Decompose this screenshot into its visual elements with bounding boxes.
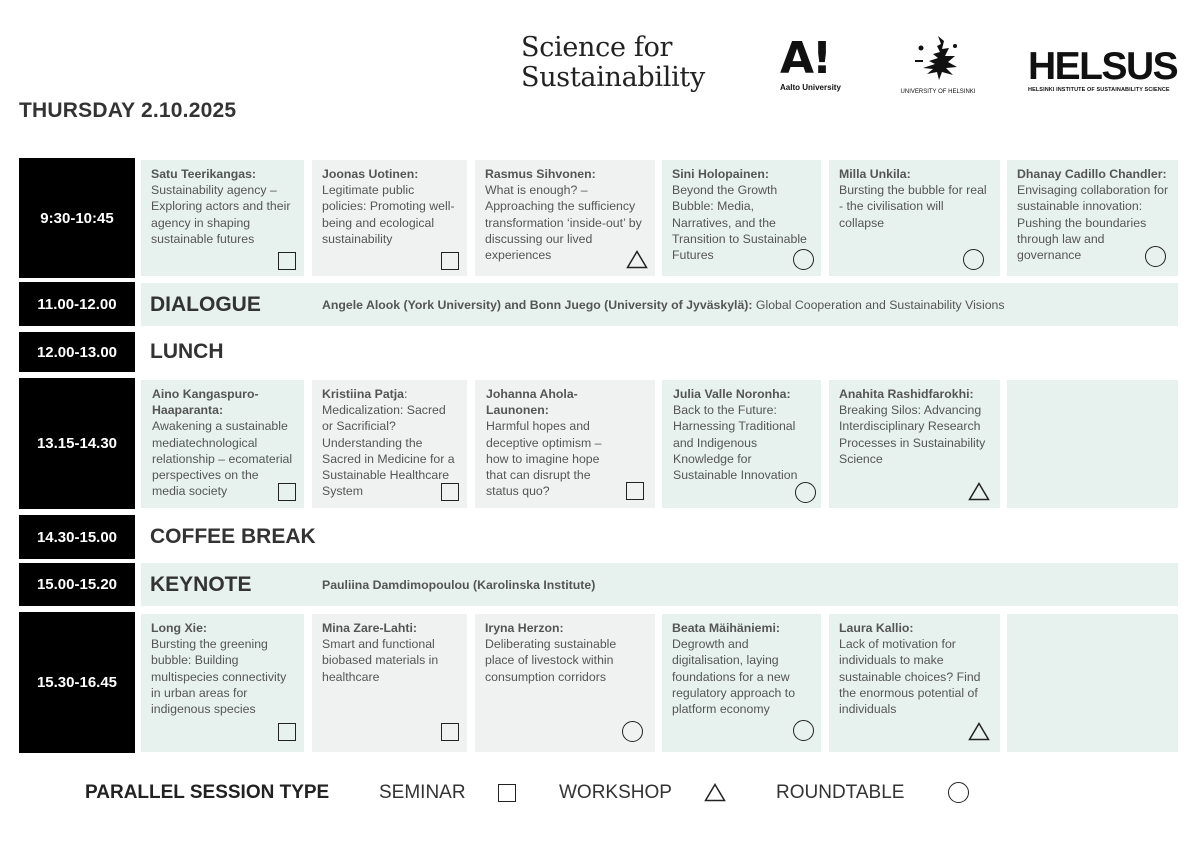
session-cell [312,380,467,508]
session-cell [312,160,467,276]
legend-workshop-label: WORKSHOP [559,782,672,803]
coffee-break-band [141,515,1178,559]
time-slot: 9:30-10:45 [19,158,135,278]
helsinki-seal-icon [911,34,965,82]
band-label: KEYNOTE [150,572,252,596]
roundtable-circle-icon [795,482,816,503]
session-cell [141,380,304,508]
session-author: Sini Holopainen: [672,167,770,181]
session-cell [475,614,655,752]
helsus-caption: HELSINKI INSTITUTE OF SUSTAINABILITY SCIENCE [1028,87,1170,93]
empty-session-cell [1007,380,1178,508]
session-title: Envisaging collaboration for sustainable innovation: Pushing the boundaries through law and governance [1017,183,1169,263]
session-cell [662,380,821,508]
time-slot: 13.15-14.30 [19,378,135,509]
aalto-university-logo [780,33,850,92]
session-title: Medicalization: Sacred or Sacrificial? Understanding the Sacred in Medicine for a Sustainable Healthcare System [322,403,455,499]
aalto-caption: Aalto University [780,83,841,92]
session-title: Harmful hopes and deceptive optimism – how to imagine hope that can disrupt the status quo? [486,419,602,499]
empty-session-cell [1007,614,1178,752]
seminar-square-icon [278,723,296,741]
author-suffix: : [404,387,408,401]
session-author: Dhanay Cadillo Chandler: [1017,167,1167,181]
session-cell [829,160,1000,276]
helsus-logo [1028,45,1178,93]
seminar-square-icon [441,723,459,741]
session-cell [475,160,655,276]
logo-line-1: Science for [521,32,673,63]
session-cell [829,614,1000,752]
workshop-triangle-icon [704,783,726,802]
session-author [322,386,458,402]
session-author: Johanna Ahola-Launonen: [486,387,578,418]
session-author: Julia Valle Noronha: [673,387,791,401]
roundtable-circle-icon [948,782,969,803]
session-author: Mina Zare-Lahti: [322,621,417,635]
speakers: Angele Alook (York University) and Bonn Juego (University of Jyväskylä): [322,297,753,312]
session-cell [662,160,821,276]
dialogue-band [141,283,1178,326]
session-author: Rasmus Sihvonen: [485,167,596,181]
session-title: Breaking Silos: Advancing Interdisciplinary Research Processes in Sustainability Science [839,403,986,466]
roundtable-circle-icon [1145,246,1166,267]
session-title: Smart and functional biobased materials in healthcare [322,637,439,684]
session-cell [141,614,304,752]
keynote-band [141,563,1178,606]
band-label: LUNCH [150,340,224,363]
author-name: Kristiina Patja [322,387,405,401]
session-cell [141,160,304,276]
seminar-square-icon [498,784,516,802]
workshop-triangle-icon [968,722,990,741]
seminar-square-icon [278,483,296,501]
university-of-helsinki-logo [900,34,976,95]
session-author: Laura Kallio: [839,621,914,635]
page-title: THURSDAY 2.10.2025 [19,99,237,122]
session-author: Beata Mäihäniemi: [672,621,780,635]
uh-caption: UNIVERSITY OF HELSINKI [900,89,976,95]
seminar-square-icon [626,482,644,500]
session-author: Satu Teerikangas: [151,167,257,181]
session-cell [312,614,467,752]
session-title: Beyond the Growth Bubble: Media, Narratives, and the Transition to Sustainable Futures [672,183,807,263]
session-title: Legitimate public policies: Promoting well-being and ecological sustainability [322,183,455,246]
workshop-triangle-icon [968,482,990,501]
band-label: COFFEE BREAK [150,525,316,548]
dialogue-topic: Global Cooperation and Sustainability Visions [752,297,1005,312]
session-title: Bursting the greening bubble: Building multispecies connectivity in urban areas for indigenous species [151,637,287,717]
session-cell [662,614,821,752]
session-cell [829,380,1000,508]
roundtable-circle-icon [622,721,643,742]
legend-title: PARALLEL SESSION TYPE [85,782,330,803]
legend-seminar-label: SEMINAR [379,782,466,803]
time-slot: 14.30-15.00 [19,515,135,559]
time-slot: 11.00-12.00 [19,282,135,326]
band-detail [322,578,595,592]
session-type-legend [0,780,1200,806]
time-slot: 15.00-15.20 [19,563,135,606]
session-title: Awakening a sustainable mediatechnological relationship – ecomaterial perspectives on the media society [152,419,293,499]
session-title: Back to the Future: Harnessing Traditional and Indigenous Knowledge for Sustainable Innovation [673,403,798,483]
session-cell [475,380,655,508]
session-author: Joonas Uotinen: [322,167,419,181]
helsus-mark: HELSUS [1028,45,1178,88]
session-title: Lack of motivation for individuals to make sustainable choices? Find the enormous potential of individuals [839,637,981,717]
science-for-sustainability-logo [521,33,705,93]
session-author: Iryna Herzon: [485,621,564,635]
aalto-mark: A! [780,33,831,84]
roundtable-circle-icon [793,720,814,741]
band-detail [322,298,1005,312]
session-cell [1007,160,1178,276]
seminar-square-icon [278,252,296,270]
session-title: Deliberating sustainable place of livestock within consumption corridors [485,637,617,684]
keynote-speaker: Pauliina Damdimopoulou (Karolinska Institute) [322,577,596,592]
session-author: Anahita Rashidfarokhi: [839,387,974,401]
session-title: Degrowth and digitalisation, laying foundations for a new regulatory approach to platform economy [672,637,796,717]
logo-line-2: Sustainability [521,62,705,93]
roundtable-circle-icon [793,249,814,270]
time-slot: 12.00-13.00 [19,332,135,372]
session-title: Bursting the bubble for real - the civilisation will collapse [839,183,987,230]
lunch-band [141,332,1178,372]
session-title: What is enough? – Approaching the sufficiency transformation ‘inside-out’ by discussing our lived experiences [485,183,642,263]
roundtable-circle-icon [963,249,984,270]
band-label: DIALOGUE [150,292,261,316]
session-author: Milla Unkila: [839,167,911,181]
workshop-triangle-icon [626,250,648,269]
time-slot: 15.30-16.45 [19,612,135,753]
session-title: Sustainability agency – Exploring actors and their agency in shaping sustainable futures [151,183,291,246]
seminar-square-icon [441,483,459,501]
session-author: Aino Kangaspuro-Haaparanta: [152,387,259,418]
legend-roundtable-label: ROUNDTABLE [776,782,905,803]
seminar-square-icon [441,252,459,270]
session-author: Long Xie: [151,621,208,635]
